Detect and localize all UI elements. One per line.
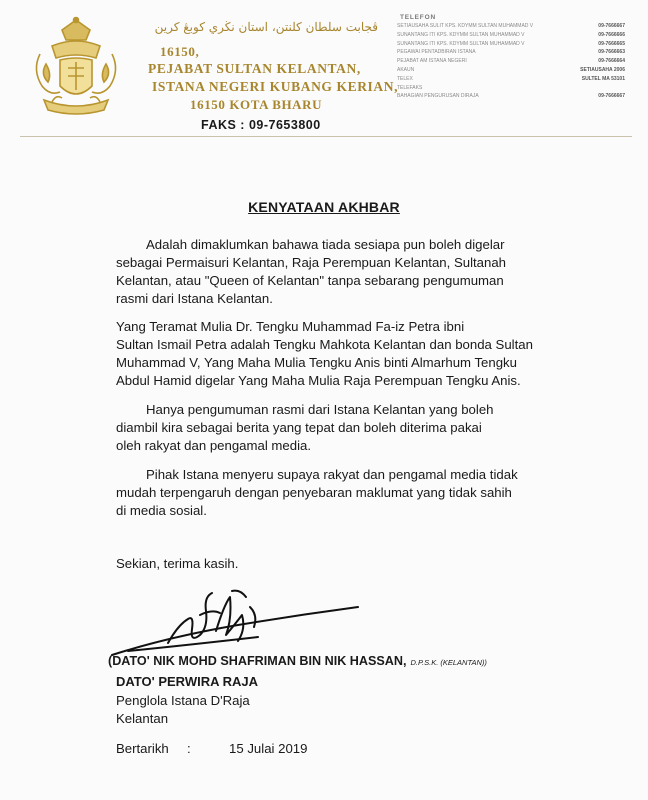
fax-number: FAKS : 09-7653800 [201,118,321,132]
paragraph-4 [116,466,568,520]
signatory-title: DATO' PERWIRA RAJA [116,674,259,689]
contact-row: AKAUN SETIAUSAHA 2006 [397,66,625,73]
address-palace-line: ISTANA NEGERI KUBANG KERIAN, [152,79,399,94]
paragraph-line: Yang Teramat Mulia Dr. Tengku Muhammad Fa-iz Petra ibni [116,319,465,334]
contact-table [397,23,625,102]
telefon-label: TELEFON [400,14,436,21]
paragraph-line: sebagai Permaisuri Kelantan, Raja Perempuan Kelantan, Sultanah [116,255,507,270]
handwritten-signature [108,585,368,665]
paragraph-line: diambil kira sebagai berita yang tepat dan boleh diterima pakai [116,420,482,435]
paragraph-line: Kelantan, atau "Queen of Kelantan" tanpa sebarang pengumuman [116,273,504,288]
paragraph-line: rasmi dari Istana Kelantan. [116,291,273,306]
paragraph-line: mudah terpengaruh dengan penyebaran maklumat yang tidak sahih [116,485,512,500]
paragraph-line: di media sosial. [116,503,207,518]
paragraph-2 [116,318,568,390]
paragraph-line: Pihak Istana menyeru supaya rakyat dan pengamal media tidak [146,467,518,482]
contact-row: TELEFAKS [397,84,423,91]
contact-row: BAHAGIAN PENGURUSAN DIRAJA 09-7666667 [397,93,625,100]
paragraph-line: oleh rakyat dan pengamal media. [116,438,312,453]
paragraph-line: Muhammad V, Yang Maha Mulia Tengku Anis binti Almarhum Tengku [116,355,517,370]
address-postcode-line: 16150, [160,44,200,59]
jawi-address-line: ڤجابت سلطان كلنتن، استان نڬري كوبڠ كرين [154,20,378,34]
contact-row: SETIAUSAHA SULIT KPS. KDYMM SULTAN MUHAMMAD V 09-7666667 [397,23,625,29]
contact-row: PEGAWAI PENTADBIRAN ISTANA 09-7666663 [397,49,625,56]
closing-line: Sekian, terima kasih. [116,556,239,571]
paragraph-line: Adalah dimaklumkan bahawa tiada sesiapa pun boleh digelar [146,237,505,252]
contact-row: TELEX SULTEL MA 53101 [397,75,625,82]
signatory-name-text: (DATO' NIK MOHD SHAFRIMAN BIN NIK HASSAN, [108,654,407,668]
signatory-postnominal: D.P.S.K. (KELANTAN)) [410,658,487,667]
paragraph-line: Sultan Ismail Petra adalah Tengku Mahkota Kelantan dan bonda Sultan [116,337,533,352]
letterhead-divider [20,136,632,137]
royal-crest-icon [22,14,130,122]
contact-row: SUNANTANG ITI KPS. KDYMM SULTAN MUHAMMAD V 09-7666665 [397,40,625,47]
paragraph-line: Abdul Hamid digelar Yang Maha Mulia Raja Perempuan Tengku Anis. [116,373,521,388]
signatory-name [108,654,487,668]
paragraph-3 [116,401,568,455]
contact-row: SUNANTANG ITI KPS. KDYMM SULTAN MUHAMMAD V 09-7666666 [397,31,625,38]
date-value: 15 Julai 2019 [229,741,308,756]
paragraph-1 [116,236,568,308]
paragraph-line: Hanya pengumuman rasmi dari Istana Kelantan yang boleh [146,402,494,417]
address-office-line: PEJABAT SULTAN KELANTAN, [148,61,361,76]
date-separator: : [187,741,191,756]
signatory-position: Penglola Istana D'Raja [116,693,250,708]
document-heading: KENYATAAN AKHBAR [248,199,400,215]
signatory-location: Kelantan [116,711,169,726]
date-label: Bertarikh [116,741,169,756]
address-city-line: 16150 KOTA BHARU [190,97,323,112]
contact-row: PEJABAT AM ISTANA NEGERI 09-7666664 [397,58,625,65]
